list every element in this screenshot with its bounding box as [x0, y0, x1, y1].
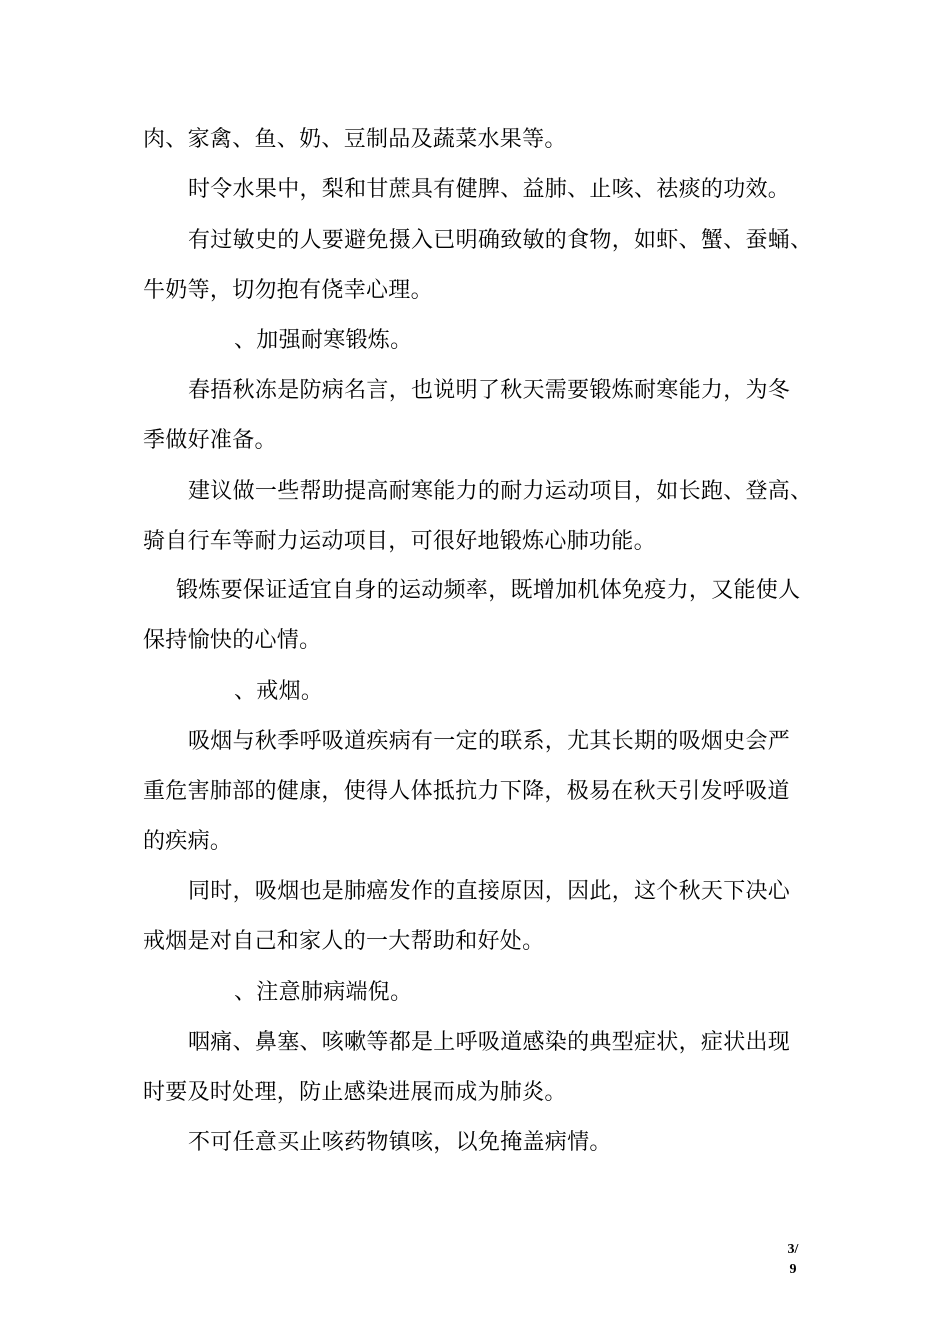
text-line: 时令水果中，梨和甘蔗具有健脾、益肺、止咳、祛痰的功效。	[188, 177, 791, 202]
text-line: 季做好准备。	[143, 428, 277, 453]
page-number-total: 9	[789, 1262, 797, 1277]
text-line: 保持愉快的心情。	[143, 628, 322, 653]
text-line: 戒烟是对自己和家人的一大帮助和好处。	[143, 929, 545, 954]
text-line: 吸烟与秋季呼吸道疾病有一定的联系，尤其长期的吸烟史会严	[188, 729, 791, 754]
text-line: 同时，吸烟也是肺癌发作的直接原因，因此，这个秋天下决心	[188, 879, 791, 904]
page-number	[783, 1240, 803, 1280]
text-line: 锻炼要保证适宜自身的运动频率，既增加机体免疫力，又能使人	[176, 578, 801, 603]
section-heading: 、加强耐寒锻炼。	[234, 328, 413, 353]
section-heading: 、注意肺病端倪。	[234, 980, 413, 1005]
text-line: 肉、家禽、鱼、奶、豆制品及蔬菜水果等。	[143, 127, 567, 152]
section-heading: 、戒烟。	[234, 679, 324, 704]
text-line: 不可任意买止咳药物镇咳，以免掩盖病情。	[188, 1130, 612, 1155]
text-line: 建议做一些帮助提高耐寒能力的耐力运动项目，如长跑、登高、	[188, 479, 813, 504]
text-line: 的疾病。	[143, 829, 233, 854]
text-line: 牛奶等，切勿抱有侥幸心理。	[143, 278, 433, 303]
text-line: 时要及时处理，防止感染进展而成为肺炎。	[143, 1080, 567, 1105]
text-line: 重危害肺部的健康，使得人体抵抗力下降，极易在秋天引发呼吸道	[143, 779, 790, 804]
text-line: 春捂秋冻是防病名言，也说明了秋天需要锻炼耐寒能力，为冬	[188, 378, 791, 403]
text-line: 骑自行车等耐力运动项目，可很好地锻炼心肺功能。	[143, 529, 656, 554]
text-line: 咽痛、鼻塞、咳嗽等都是上呼吸道感染的典型症状，症状出现	[188, 1030, 791, 1055]
text-line: 有过敏史的人要避免摄入已明确致敏的食物，如虾、蟹、蚕蛹、	[188, 228, 813, 253]
page-number-current: 3/	[787, 1242, 799, 1257]
